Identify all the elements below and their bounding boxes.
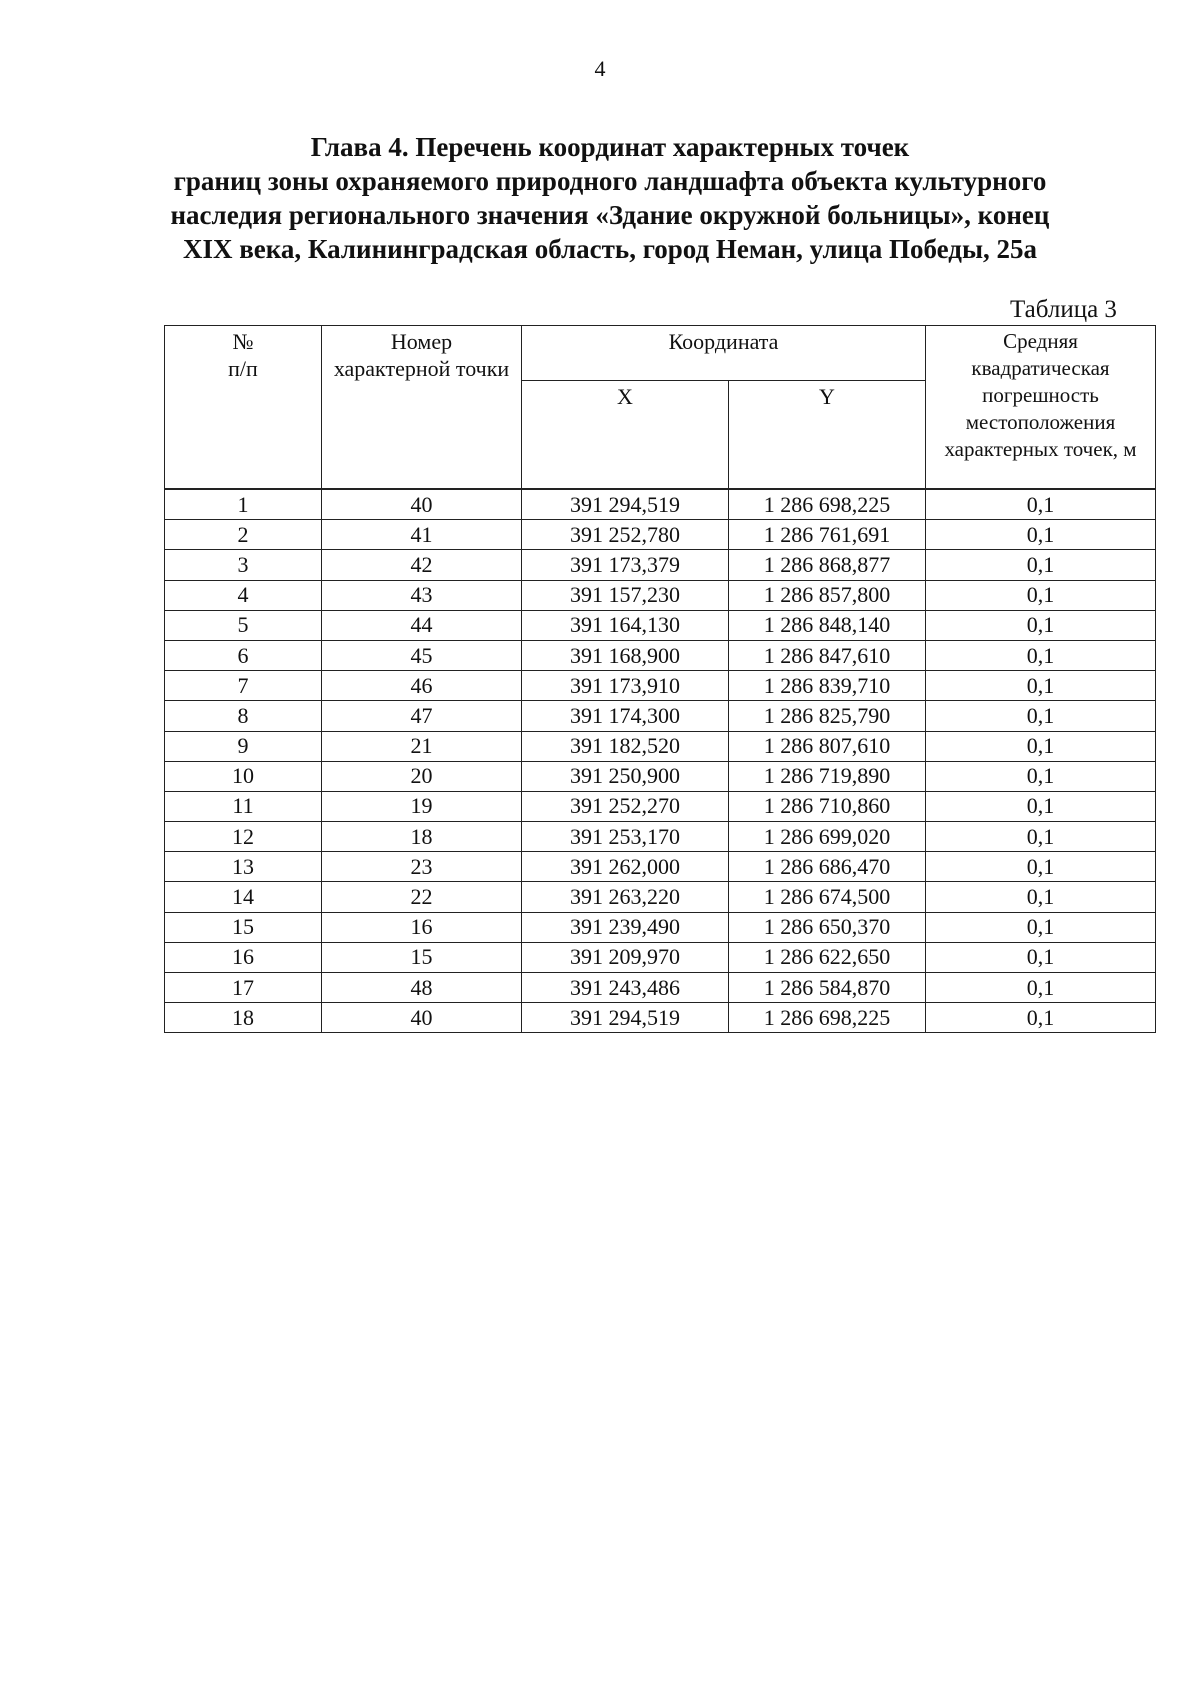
cell-point-number: 21 [322, 731, 522, 761]
cell-y: 1 286 650,370 [729, 912, 926, 942]
header-text: квадратическая [971, 356, 1110, 380]
cell-y: 1 286 698,225 [729, 1003, 926, 1033]
cell-x: 391 262,000 [522, 852, 729, 882]
cell-y: 1 286 868,877 [729, 550, 926, 580]
table-row [165, 640, 1156, 670]
cell-x: 391 209,970 [522, 942, 729, 972]
header-text: Средняя [1003, 329, 1078, 353]
table-header-row [165, 326, 1156, 381]
cell-y: 1 286 699,020 [729, 822, 926, 852]
cell-row-number: 13 [165, 852, 322, 882]
header-text: погрешность [982, 383, 1099, 407]
page-number: 4 [594, 56, 606, 81]
cell-point-number: 44 [322, 610, 522, 640]
cell-row-number: 1 [165, 489, 322, 520]
cell-y: 1 286 807,610 [729, 731, 926, 761]
cell-y: 1 286 719,890 [729, 761, 926, 791]
cell-error: 0,1 [926, 550, 1156, 580]
cell-x: 391 243,486 [522, 973, 729, 1003]
header-text: характерных точек, м [944, 437, 1137, 461]
table-row [165, 731, 1156, 761]
cell-row-number: 4 [165, 580, 322, 610]
cell-x: 391 173,910 [522, 671, 729, 701]
cell-point-number: 40 [322, 1003, 522, 1033]
cell-point-number: 41 [322, 520, 522, 550]
table-row [165, 701, 1156, 731]
cell-y: 1 286 847,610 [729, 640, 926, 670]
cell-y: 1 286 584,870 [729, 973, 926, 1003]
table-row [165, 1003, 1156, 1033]
cell-y: 1 286 848,140 [729, 610, 926, 640]
cell-x: 391 182,520 [522, 731, 729, 761]
cell-point-number: 40 [322, 489, 522, 520]
cell-error: 0,1 [926, 761, 1156, 791]
cell-point-number: 18 [322, 822, 522, 852]
header-text: Номер [390, 329, 453, 354]
table-row [165, 822, 1156, 852]
header-coordinate: Координата [522, 326, 926, 381]
chapter-heading [170, 130, 1050, 266]
cell-error: 0,1 [926, 731, 1156, 761]
cell-row-number: 6 [165, 640, 322, 670]
cell-point-number: 45 [322, 640, 522, 670]
cell-point-number: 20 [322, 761, 522, 791]
cell-error: 0,1 [926, 671, 1156, 701]
cell-x: 391 168,900 [522, 640, 729, 670]
cell-point-number: 48 [322, 973, 522, 1003]
cell-error: 0,1 [926, 942, 1156, 972]
cell-row-number: 10 [165, 761, 322, 791]
table-row [165, 852, 1156, 882]
header-row-number [165, 326, 322, 490]
header-text: п/п [228, 356, 258, 381]
cell-point-number: 47 [322, 701, 522, 731]
cell-x: 391 239,490 [522, 912, 729, 942]
cell-error: 0,1 [926, 701, 1156, 731]
table-body [165, 489, 1156, 1033]
cell-row-number: 15 [165, 912, 322, 942]
cell-x: 391 263,220 [522, 882, 729, 912]
table-row [165, 912, 1156, 942]
cell-x: 391 294,519 [522, 1003, 729, 1033]
cell-error: 0,1 [926, 882, 1156, 912]
cell-y: 1 286 825,790 [729, 701, 926, 731]
cell-y: 1 286 761,691 [729, 520, 926, 550]
table-row [165, 520, 1156, 550]
table-row [165, 610, 1156, 640]
cell-row-number: 12 [165, 822, 322, 852]
cell-point-number: 16 [322, 912, 522, 942]
coordinates-table [164, 325, 1156, 1033]
table-row [165, 791, 1156, 821]
cell-row-number: 8 [165, 701, 322, 731]
heading-line: наследия регионального значения «Здание окружной больницы», конец [170, 200, 1050, 230]
cell-y: 1 286 857,800 [729, 580, 926, 610]
cell-point-number: 42 [322, 550, 522, 580]
table-row [165, 580, 1156, 610]
cell-y: 1 286 839,710 [729, 671, 926, 701]
cell-x: 391 250,900 [522, 761, 729, 791]
cell-point-number: 23 [322, 852, 522, 882]
cell-x: 391 252,780 [522, 520, 729, 550]
cell-error: 0,1 [926, 852, 1156, 882]
cell-row-number: 18 [165, 1003, 322, 1033]
table-row [165, 489, 1156, 520]
table-row [165, 550, 1156, 580]
cell-error: 0,1 [926, 791, 1156, 821]
cell-error: 0,1 [926, 489, 1156, 520]
cell-row-number: 11 [165, 791, 322, 821]
cell-y: 1 286 710,860 [729, 791, 926, 821]
cell-row-number: 3 [165, 550, 322, 580]
table-row [165, 882, 1156, 912]
cell-row-number: 7 [165, 671, 322, 701]
cell-x: 391 173,379 [522, 550, 729, 580]
cell-error: 0,1 [926, 912, 1156, 942]
cell-error: 0,1 [926, 610, 1156, 640]
cell-y: 1 286 686,470 [729, 852, 926, 882]
cell-y: 1 286 622,650 [729, 942, 926, 972]
cell-error: 0,1 [926, 822, 1156, 852]
cell-x: 391 174,300 [522, 701, 729, 731]
cell-point-number: 19 [322, 791, 522, 821]
header-text: местоположения [965, 410, 1116, 434]
cell-x: 391 164,130 [522, 610, 729, 640]
cell-row-number: 2 [165, 520, 322, 550]
table-row [165, 942, 1156, 972]
cell-x: 391 157,230 [522, 580, 729, 610]
cell-error: 0,1 [926, 520, 1156, 550]
cell-row-number: 9 [165, 731, 322, 761]
table-caption: Таблица 3 [1010, 296, 1117, 323]
header-point-number [322, 326, 522, 490]
cell-row-number: 14 [165, 882, 322, 912]
cell-x: 391 294,519 [522, 489, 729, 520]
table-row [165, 973, 1156, 1003]
cell-point-number: 22 [322, 882, 522, 912]
cell-point-number: 46 [322, 671, 522, 701]
header-y: Y [729, 381, 926, 490]
header-text: характерной точки [333, 356, 510, 381]
cell-y: 1 286 674,500 [729, 882, 926, 912]
cell-error: 0,1 [926, 1003, 1156, 1033]
cell-x: 391 252,270 [522, 791, 729, 821]
heading-line: XIX века, Калининградская область, город Неман, улица Победы, 25а [182, 234, 1038, 264]
table-row [165, 761, 1156, 791]
cell-row-number: 17 [165, 973, 322, 1003]
table-row [165, 671, 1156, 701]
header-text: № [232, 329, 254, 354]
header-x: X [522, 381, 729, 490]
cell-error: 0,1 [926, 973, 1156, 1003]
cell-y: 1 286 698,225 [729, 489, 926, 520]
header-position-error [926, 326, 1156, 490]
cell-x: 391 253,170 [522, 822, 729, 852]
cell-point-number: 15 [322, 942, 522, 972]
heading-line: границ зоны охраняемого природного ландшафта объекта культурного [173, 166, 1047, 196]
cell-row-number: 5 [165, 610, 322, 640]
cell-row-number: 16 [165, 942, 322, 972]
heading-line: Глава 4. Перечень координат характерных точек [310, 132, 910, 162]
cell-point-number: 43 [322, 580, 522, 610]
cell-error: 0,1 [926, 580, 1156, 610]
cell-error: 0,1 [926, 640, 1156, 670]
